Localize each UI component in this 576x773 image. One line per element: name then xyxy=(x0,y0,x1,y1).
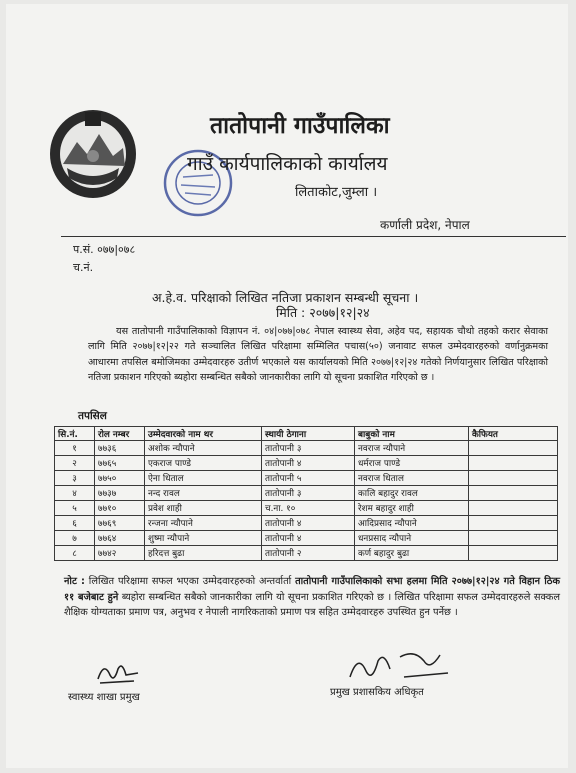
table-row xyxy=(55,456,558,471)
results-table xyxy=(54,426,558,561)
cell-address: तातोपानी ४ xyxy=(262,531,355,546)
table-row xyxy=(55,531,558,546)
note-text: लिखित परिक्षामा सफल भएका उम्मेदवारहरुको अन्तर्वार्ता xyxy=(84,576,296,587)
cell-father: कर्ण बहादुर बुढा xyxy=(355,546,469,561)
cell-serial: ६ xyxy=(55,516,95,531)
col-remarks: कैफियत xyxy=(469,427,558,441)
cell-serial: २ xyxy=(55,456,95,471)
note-instructions: ब्यहोरा सम्बन्धित सबैको जानकारीका लागि यो सूचना प्रकाशित गरिएको छ । लिखित परिक्षामा सफल उम्मेदवारहरुले सक्कल शैक्षिक योग्यताका प्रमाण पत्र, अनुभव र नेपाली नागरिकताको प्रमाण पत्र सहित उम्मेदवारहरु उपस्थित हुन पर्नेछ । xyxy=(64,591,560,619)
cell-name: शुष्मा न्यौपाने xyxy=(145,531,262,546)
cell-name: एकराज पाण्डे xyxy=(145,456,262,471)
cell-serial: ४ xyxy=(55,486,95,501)
office-subtitle: गाउँ कार्यपालिकाको कार्यालय xyxy=(187,153,388,175)
cell-roll: ७७३६ xyxy=(95,441,145,456)
nepal-emblem-icon xyxy=(47,104,139,200)
cell-father: धनप्रसाद न्यौपाने xyxy=(355,531,469,546)
health-chief-title: स्वास्थ्य शाखा प्रमुख xyxy=(68,692,140,703)
dispatch-number: च.नं. xyxy=(73,261,94,274)
admin-officer-signature-icon xyxy=(344,647,454,687)
cell-name: अशोक न्यौपाने xyxy=(145,441,262,456)
cell-roll: ७७४२ xyxy=(95,546,145,561)
note-label: नोट : xyxy=(64,576,85,587)
cell-roll: ७७१० xyxy=(95,501,145,516)
cell-address: च.ना. १० xyxy=(262,501,355,516)
cell-serial: ७ xyxy=(55,531,95,546)
cell-father: आदिप्रसाद न्यौपाने xyxy=(355,516,469,531)
cell-father: कालि बहादुर रावल xyxy=(355,486,469,501)
cell-remarks xyxy=(469,471,558,486)
cell-roll: ७७६४ xyxy=(95,531,145,546)
cell-address: तातोपानी ४ xyxy=(262,516,355,531)
notice-date: मिति : २०७७|१२|२४ xyxy=(276,305,370,320)
col-address: स्थायी ठेगाना xyxy=(262,427,355,441)
note-venue-time: तातोपानी गाउँपालिकाको सभा हलमा मिति २०७७|१२|२४ गते विहान ठिक ११ बजेबाट हुने xyxy=(64,576,560,603)
admin-officer-title: प्रमुख प्रशासकिय अधिकृत xyxy=(330,687,424,698)
cell-remarks xyxy=(469,516,558,531)
cell-father: नवराज धिताल xyxy=(355,471,469,486)
notice-body: यस तातोपानी गाउँपालिकाको विज्ञापन नं. ०४|०७७|०७८ नेपाल स्वास्थ्य सेवा, अहेव पद, सहायक चौथो तहको करार सेवाका लागि मिति २०७७|१२|२२ गते सञ्चालित लिखित परिक्षामा सम्मिलित पचास(५०) जनावाट सफल उम्मेदवारहरुको वर्णानुक्रमका आधारमा तपसिल बमोजिमका उम्मेदवारहरु उतीर्ण भएकाले यस कार्यालयको मिति २०७७|१२|२४ गतेको निर्णयानुसार लिखित परिक्षाको नतिजा प्रकाशन गरिएको ब्यहोरा सम्बन्धित सबैको जानकारीका लागि यो सूचना प्रकाशित गरिएको छ । xyxy=(88,326,548,383)
table-row xyxy=(55,486,558,501)
office-name: तातोपानी गाउँपालिका xyxy=(210,113,390,139)
health-chief-signature-icon xyxy=(94,657,142,687)
cell-name: हरिदत्त बुढा xyxy=(145,546,262,561)
cell-roll: ७७३७ xyxy=(95,486,145,501)
cell-father: धर्मराज पाण्डे xyxy=(355,456,469,471)
cell-remarks xyxy=(469,531,558,546)
cell-name: रन्जना न्यौपाने xyxy=(145,516,262,531)
col-serial: सि.नं. xyxy=(55,427,95,441)
interview-note xyxy=(64,574,560,621)
cell-name: प्रवेश शाही xyxy=(145,501,262,516)
cell-name: ऐना धिताल xyxy=(145,471,262,486)
table-row xyxy=(55,441,558,456)
notice-page xyxy=(6,4,568,768)
cell-name: नन्द रावल xyxy=(145,486,262,501)
cell-roll: ७७५० xyxy=(95,471,145,486)
col-roll: रोल नम्बर xyxy=(95,427,145,441)
cell-serial: ३ xyxy=(55,471,95,486)
cell-address: तातोपानी ४ xyxy=(262,456,355,471)
table-row xyxy=(55,516,558,531)
cell-address: तातोपानी ३ xyxy=(262,486,355,501)
cell-remarks xyxy=(469,501,558,516)
cell-father: नवराज न्यौपाने xyxy=(355,441,469,456)
table-header-row xyxy=(55,427,558,441)
cell-remarks xyxy=(469,486,558,501)
table-row xyxy=(55,471,558,486)
office-province: कर्णाली प्रदेश, नेपाल xyxy=(380,218,470,232)
notice-subject: अ.हे.व. परिक्षाको लिखित नतिजा प्रकाशन सम्बन्धी सूचना । xyxy=(152,290,419,305)
cell-serial: १ xyxy=(55,441,95,456)
cell-serial: ५ xyxy=(55,501,95,516)
cell-roll: ७७६९ xyxy=(95,516,145,531)
cell-address: तातोपानी ३ xyxy=(262,441,355,456)
cell-remarks xyxy=(469,441,558,456)
col-father: बाबुको नाम xyxy=(355,427,469,441)
cell-father: रेशम बहादुर शाही xyxy=(355,501,469,516)
cell-remarks xyxy=(469,546,558,561)
cell-address: तातोपानी २ xyxy=(262,546,355,561)
reference-number: प.सं. ०७७|०७८ xyxy=(73,243,136,256)
cell-address: तातोपानी ५ xyxy=(262,471,355,486)
header-divider xyxy=(61,236,566,237)
table-row xyxy=(55,546,558,561)
table-row xyxy=(55,501,558,516)
col-name: उम्मेदवारको नाम थर xyxy=(145,427,262,441)
tapasil-heading: तपसिल xyxy=(78,410,107,422)
office-address: लिताकोट,जुम्ला । xyxy=(295,185,378,200)
cell-roll: ७७६५ xyxy=(95,456,145,471)
cell-serial: ८ xyxy=(55,546,95,561)
cell-remarks xyxy=(469,456,558,471)
